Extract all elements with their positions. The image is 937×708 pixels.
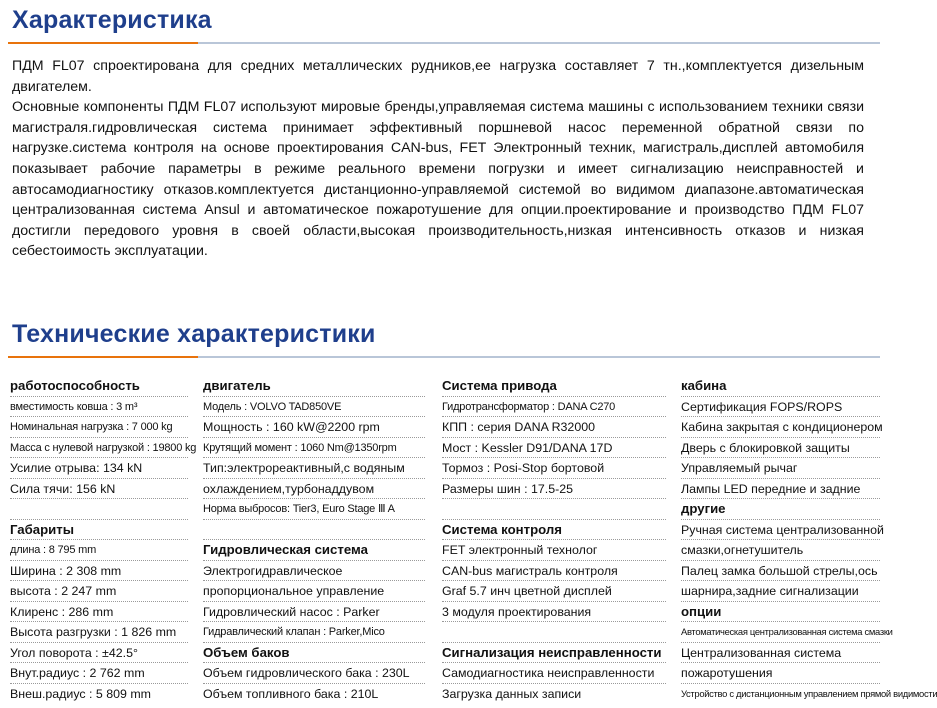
spec-row: Крутящий момент : 1060 Nm@1350rpm bbox=[203, 438, 425, 459]
spec-row: Внеш.радиус : 5 809 mm bbox=[10, 686, 151, 701]
spec-row: 3 модуля проектирования bbox=[442, 602, 666, 623]
spec-row: Тип:электрореактивный,с водяным bbox=[203, 458, 425, 479]
spec-column-4 bbox=[681, 376, 937, 704]
spec-row: Клиренс : 286 mm bbox=[10, 602, 188, 623]
spec-row: Управляемый рычаг bbox=[681, 458, 880, 479]
spec-row: Внут.радиус : 2 762 mm bbox=[10, 663, 188, 684]
spec-row: пропорциональное управление bbox=[203, 581, 425, 602]
spec-row: шарнира,задние сигнализации bbox=[681, 581, 880, 602]
spec-row-empty bbox=[442, 499, 666, 520]
spec-row: Загрузка данных записи bbox=[442, 686, 582, 701]
spec-row-empty bbox=[442, 622, 666, 643]
spec-column-3 bbox=[442, 376, 666, 704]
section-title-specs: Технические характеристики bbox=[12, 320, 376, 348]
description-paragraph-1: ПДМ FL07 спроектирована для средних металлических рудников,ее нагрузка составляет 7 тн.,комплектуется дизельным двигателем. bbox=[12, 58, 864, 95]
spec-row: Объем гидровлического бака : 230L bbox=[203, 663, 425, 684]
spec-row: Лампы LED передние и задние bbox=[681, 479, 880, 500]
spec-row: Ручная система централизованной bbox=[681, 520, 880, 541]
spec-column-1 bbox=[10, 376, 197, 704]
section-title-characteristics: Характеристика bbox=[12, 6, 212, 34]
spec-row: Кабина закрытая с кондиционером bbox=[681, 417, 880, 438]
spec-group-heading: Сигнализация неисправленности bbox=[442, 643, 666, 664]
spec-group-heading: Система контроля bbox=[442, 520, 666, 541]
spec-row: длина : 8 795 mm bbox=[10, 540, 188, 561]
spec-group-heading: кабина bbox=[681, 376, 880, 397]
spec-row: высота : 2 247 mm bbox=[10, 581, 188, 602]
spec-row: Самодиагностика неисправленности bbox=[442, 663, 666, 684]
spec-row: Тормоз : Posi-Stop бортовой bbox=[442, 458, 666, 479]
spec-row: Ширина : 2 308 mm bbox=[10, 561, 188, 582]
spec-row-empty bbox=[10, 499, 188, 520]
spec-row: смазки,огнетушитель bbox=[681, 540, 880, 561]
spec-row: Дверь с блокировкой защиты bbox=[681, 438, 880, 459]
spec-row: пожаротушения bbox=[681, 663, 880, 684]
spec-row: Устройство с дистанционным управлением прямой видимости bbox=[681, 687, 937, 699]
spec-row: Масса с нулевой нагрузкой : 19800 kg bbox=[10, 438, 188, 459]
spec-row: Мощность : 160 kW@2200 rpm bbox=[203, 417, 425, 438]
spec-row: Палец замка большой стрелы,ось bbox=[681, 561, 880, 582]
description-text bbox=[12, 56, 864, 262]
spec-row: Электрогидравлическое bbox=[203, 561, 425, 582]
title-divider bbox=[8, 42, 880, 44]
spec-row: Угол поворота : ±42.5° bbox=[10, 643, 188, 664]
spec-row: вместимость ковша : 3 m³ bbox=[10, 397, 188, 418]
spec-row: Гидровлический насос : Parker bbox=[203, 602, 425, 623]
spec-row: Модель : VOLVO TAD850VE bbox=[203, 397, 425, 418]
spec-row: Усилие отрыва: 134 kN bbox=[10, 458, 188, 479]
spec-row: Норма выбросов: Tier3, Euro Stage Ⅲ A bbox=[203, 499, 425, 520]
spec-row: Объем топливного бака : 210L bbox=[203, 686, 379, 701]
spec-group-heading: Габариты bbox=[10, 520, 188, 541]
spec-group-heading: Система привода bbox=[442, 376, 666, 397]
spec-group-heading: Объем баков bbox=[203, 643, 425, 664]
spec-group-heading: опции bbox=[681, 602, 880, 623]
spec-row: охлаждением,турбонаддувом bbox=[203, 479, 425, 500]
spec-group-heading: двигатель bbox=[203, 376, 425, 397]
title-divider bbox=[8, 356, 880, 358]
spec-row: Централизованная система bbox=[681, 643, 880, 664]
spec-group-heading: работоспособность bbox=[10, 376, 188, 397]
spec-row: Гидротрансформатор : DANA C270 bbox=[442, 397, 666, 418]
spec-row: Мост : Kessler D91/DANA 17D bbox=[442, 438, 666, 459]
spec-row: Автоматическая централизованная система смазки bbox=[681, 622, 880, 643]
spec-row: Гидравлический клапан : Parker,Mico bbox=[203, 622, 425, 643]
spec-row: Размеры шин : 17.5-25 bbox=[442, 479, 666, 500]
spec-column-2 bbox=[203, 376, 425, 704]
spec-row: Высота разгрузки : 1 826 mm bbox=[10, 622, 188, 643]
description-paragraph-2: Основные компоненты ПДМ FL07 используют мировые бренды,управляемая система машины с использованием техники связи магистраля.гидровлическая система принимает эффективный поршневой насос переменной обратной связи по нагрузке.система контроля на основе проектирования CAN-bus, FET Электронный техник, магистраль,дисплей автомобиля показывает рабочие параметры в режиме реального времени погрузки и имеет сигнализацию неисправностей и автосамодиагностику отказов.комплектуется дистанционно-управляемой системой во видимом диапазоне.автоматическая централизованная система Ansul и автоматическое пожаротушение для опции.проектирование и производство ПДМ FL07 достигли передового уровня в своей области,высокая производительность,низкая интенсивность отказов и низкая себестоимость эксплуатации. bbox=[12, 99, 864, 260]
spec-row: Номинальная нагрузка : 7 000 kg bbox=[10, 417, 188, 438]
spec-group-heading: другие bbox=[681, 499, 880, 520]
spec-row: Graf 5.7 инч цветной дисплей bbox=[442, 581, 666, 602]
spec-row: CAN-bus магистраль контроля bbox=[442, 561, 666, 582]
spec-row: Сила тячи: 156 kN bbox=[10, 479, 188, 500]
spec-row-empty bbox=[203, 520, 425, 541]
spec-row: FET электронный технолог bbox=[442, 540, 666, 561]
spec-row: Сертификация FOPS/ROPS bbox=[681, 397, 880, 418]
spec-row: КПП : серия DANA R32000 bbox=[442, 417, 666, 438]
spec-group-heading: Гидровлическая система bbox=[203, 540, 425, 561]
